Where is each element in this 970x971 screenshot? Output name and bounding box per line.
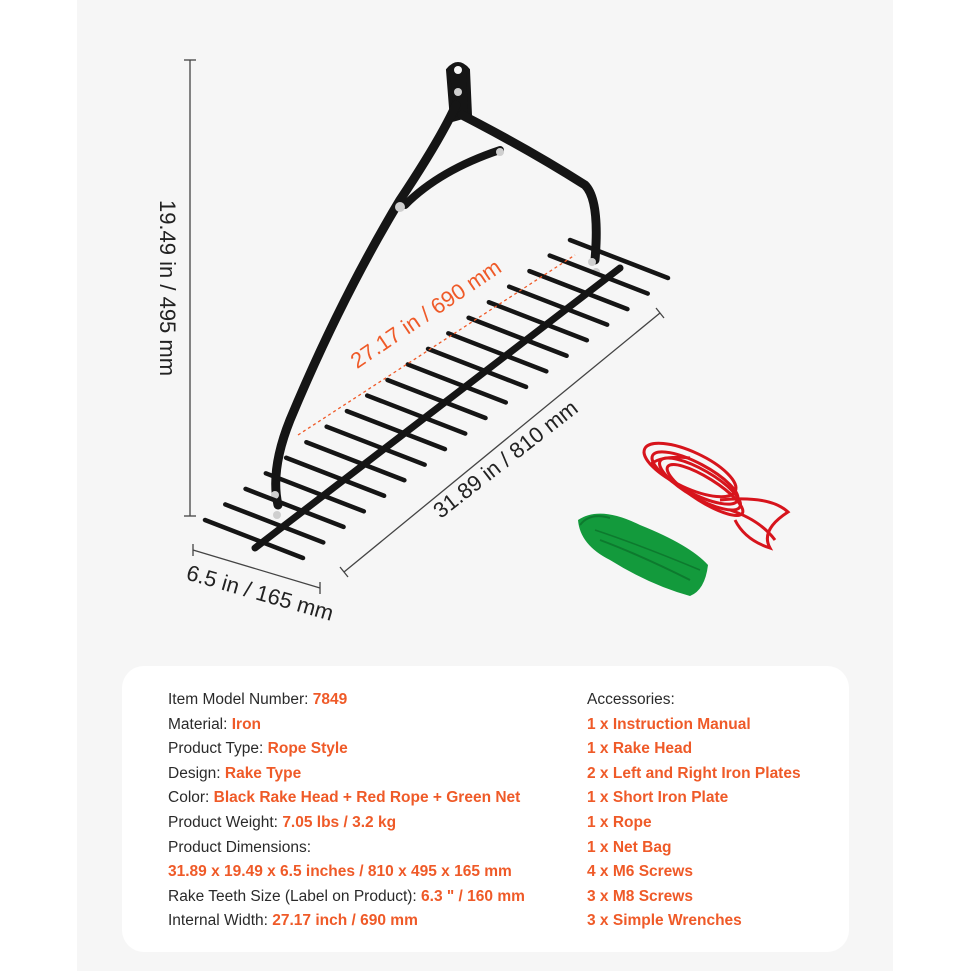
spec-label: Material: (168, 715, 232, 733)
specs-card (122, 666, 849, 952)
spec-label: Item Model Number: (168, 691, 313, 708)
spec-row (168, 762, 588, 787)
spec-row (168, 885, 588, 910)
spec-label: Product Dimensions: (168, 838, 312, 856)
spec-value: 27.17 inch / 690 mm (272, 912, 418, 930)
spec-row (168, 836, 588, 861)
spec-label: Design: (168, 764, 225, 782)
height-label: 19.49 in / 495 mm (155, 199, 180, 377)
accessory-item: 2 x Left and Right Iron Plates (587, 764, 801, 782)
spec-value: 7849 (312, 691, 348, 708)
accessory-item: 1 x Rope (587, 813, 652, 831)
accessory-item: 3 x Simple Wrenches (587, 912, 742, 930)
spec-row (168, 688, 588, 713)
accessory-item: 4 x M6 Screws (587, 863, 693, 881)
spec-value: 31.89 x 19.49 x 6.5 inches / 810 x 495 x 165 mm (168, 863, 512, 881)
spec-label: Color: (168, 789, 214, 807)
accessories-title: Accessories: (587, 691, 675, 708)
accessory-item: 1 x Instruction Manual (587, 715, 751, 733)
spec-row (168, 811, 588, 836)
spec-label: Product Type: (168, 740, 268, 758)
spec-value: 6.3 " / 160 mm (421, 887, 525, 905)
spec-row (168, 737, 588, 762)
accessory-item: 1 x Short Iron Plate (587, 789, 729, 807)
spec-value: 7.05 lbs / 3.2 kg (282, 813, 397, 831)
depth-dimension (184, 544, 337, 626)
spec-label: Rake Teeth Size (Label on Product): (168, 887, 422, 905)
accessory-item: 1 x Rake Head (587, 740, 693, 758)
spec-row (168, 786, 588, 811)
spec-value: Black Rake Head + Red Rope + Green Net (213, 789, 521, 807)
height-dimension (155, 60, 196, 516)
spec-value: Iron (231, 715, 262, 733)
green-net-illustration (578, 514, 708, 596)
spec-value: Rope Style (267, 740, 348, 758)
internal-width-label: 27.17 in / 690 mm (345, 254, 506, 374)
length-label: 31.89 in / 810 mm (428, 395, 583, 524)
accessories-list (587, 688, 847, 934)
accessory-item: 3 x M8 Screws (587, 887, 693, 905)
specifications-list (168, 688, 588, 934)
spec-label: Product Weight: (168, 813, 283, 831)
spec-value: Rake Type (224, 764, 302, 782)
depth-label: 6.5 in / 165 mm (183, 559, 337, 626)
red-rope-illustration (637, 433, 788, 548)
spec-row (168, 909, 588, 934)
spec-row (168, 713, 588, 738)
spec-row (168, 860, 588, 885)
accessory-item: 1 x Net Bag (587, 838, 672, 856)
spec-label: Internal Width: (168, 912, 273, 930)
